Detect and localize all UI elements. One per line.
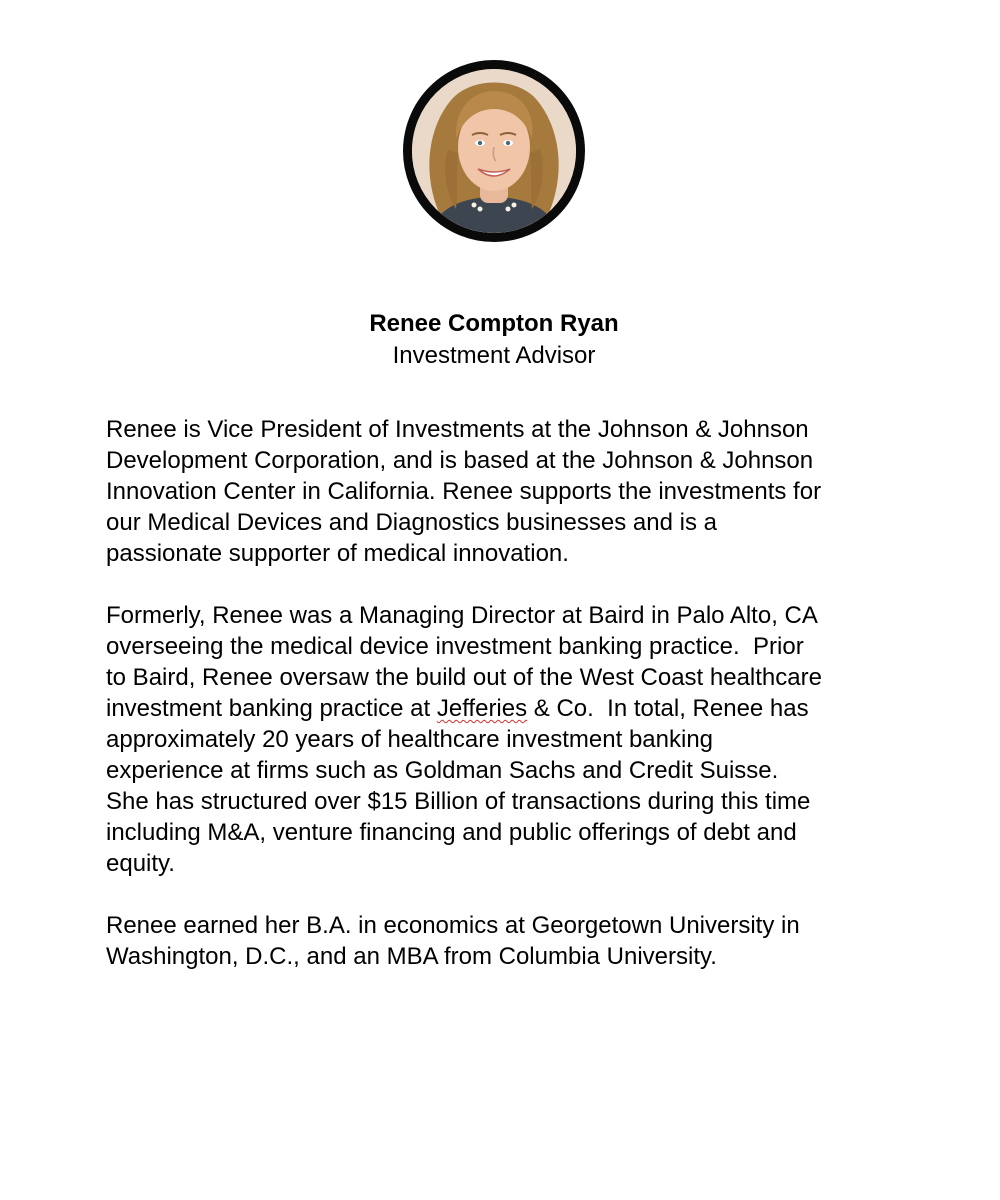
bio-line: overseeing the medical device investment banking practice. Prior — [106, 633, 804, 660]
bio-text: investment banking practice at — [106, 695, 437, 722]
person-title: Investment Advisor — [392, 342, 596, 369]
profile-photo — [403, 60, 585, 242]
bio-line: Renee is Vice President of Investments at the Johnson & Johnson — [106, 416, 809, 443]
person-name: Renee Compton Ryan — [369, 310, 619, 337]
profile-header — [0, 308, 988, 371]
bio-line: approximately 20 years of healthcare investment banking — [106, 726, 714, 753]
bio-paragraph-3 — [106, 910, 906, 972]
bio-text: & Co. In total, Renee has — [527, 695, 809, 722]
biography — [106, 414, 906, 1003]
bio-line: passionate supporter of medical innovation. — [106, 540, 569, 567]
bio-line: experience at firms such as Goldman Sachs and Credit Suisse. — [106, 757, 779, 784]
bio-paragraph-1 — [106, 414, 906, 569]
spellcheck-flagged-word[interactable]: Jefferies — [436, 695, 528, 722]
bio-line: our Medical Devices and Diagnostics businesses and is a — [106, 509, 717, 536]
bio-line: Formerly, Renee was a Managing Director at Baird in Palo Alto, CA — [106, 602, 818, 629]
bio-paragraph-2 — [106, 600, 906, 879]
bio-line: to Baird, Renee oversaw the build out of the West Coast healthcare — [106, 664, 822, 691]
bio-line: Innovation Center in California. Renee supports the investments for — [106, 478, 822, 505]
bio-line: equity. — [106, 850, 175, 877]
bio-line-with-spellcheck — [106, 693, 906, 724]
portrait-image — [412, 69, 576, 233]
bio-line: including M&A, venture financing and public offerings of debt and — [106, 819, 797, 846]
bio-line: Renee earned her B.A. in economics at Georgetown University in — [106, 912, 800, 939]
bio-line: She has structured over $15 Billion of transactions during this time — [106, 788, 811, 815]
bio-line: Development Corporation, and is based at the Johnson & Johnson — [106, 447, 814, 474]
bio-line: Washington, D.C., and an MBA from Columbia University. — [106, 943, 717, 970]
